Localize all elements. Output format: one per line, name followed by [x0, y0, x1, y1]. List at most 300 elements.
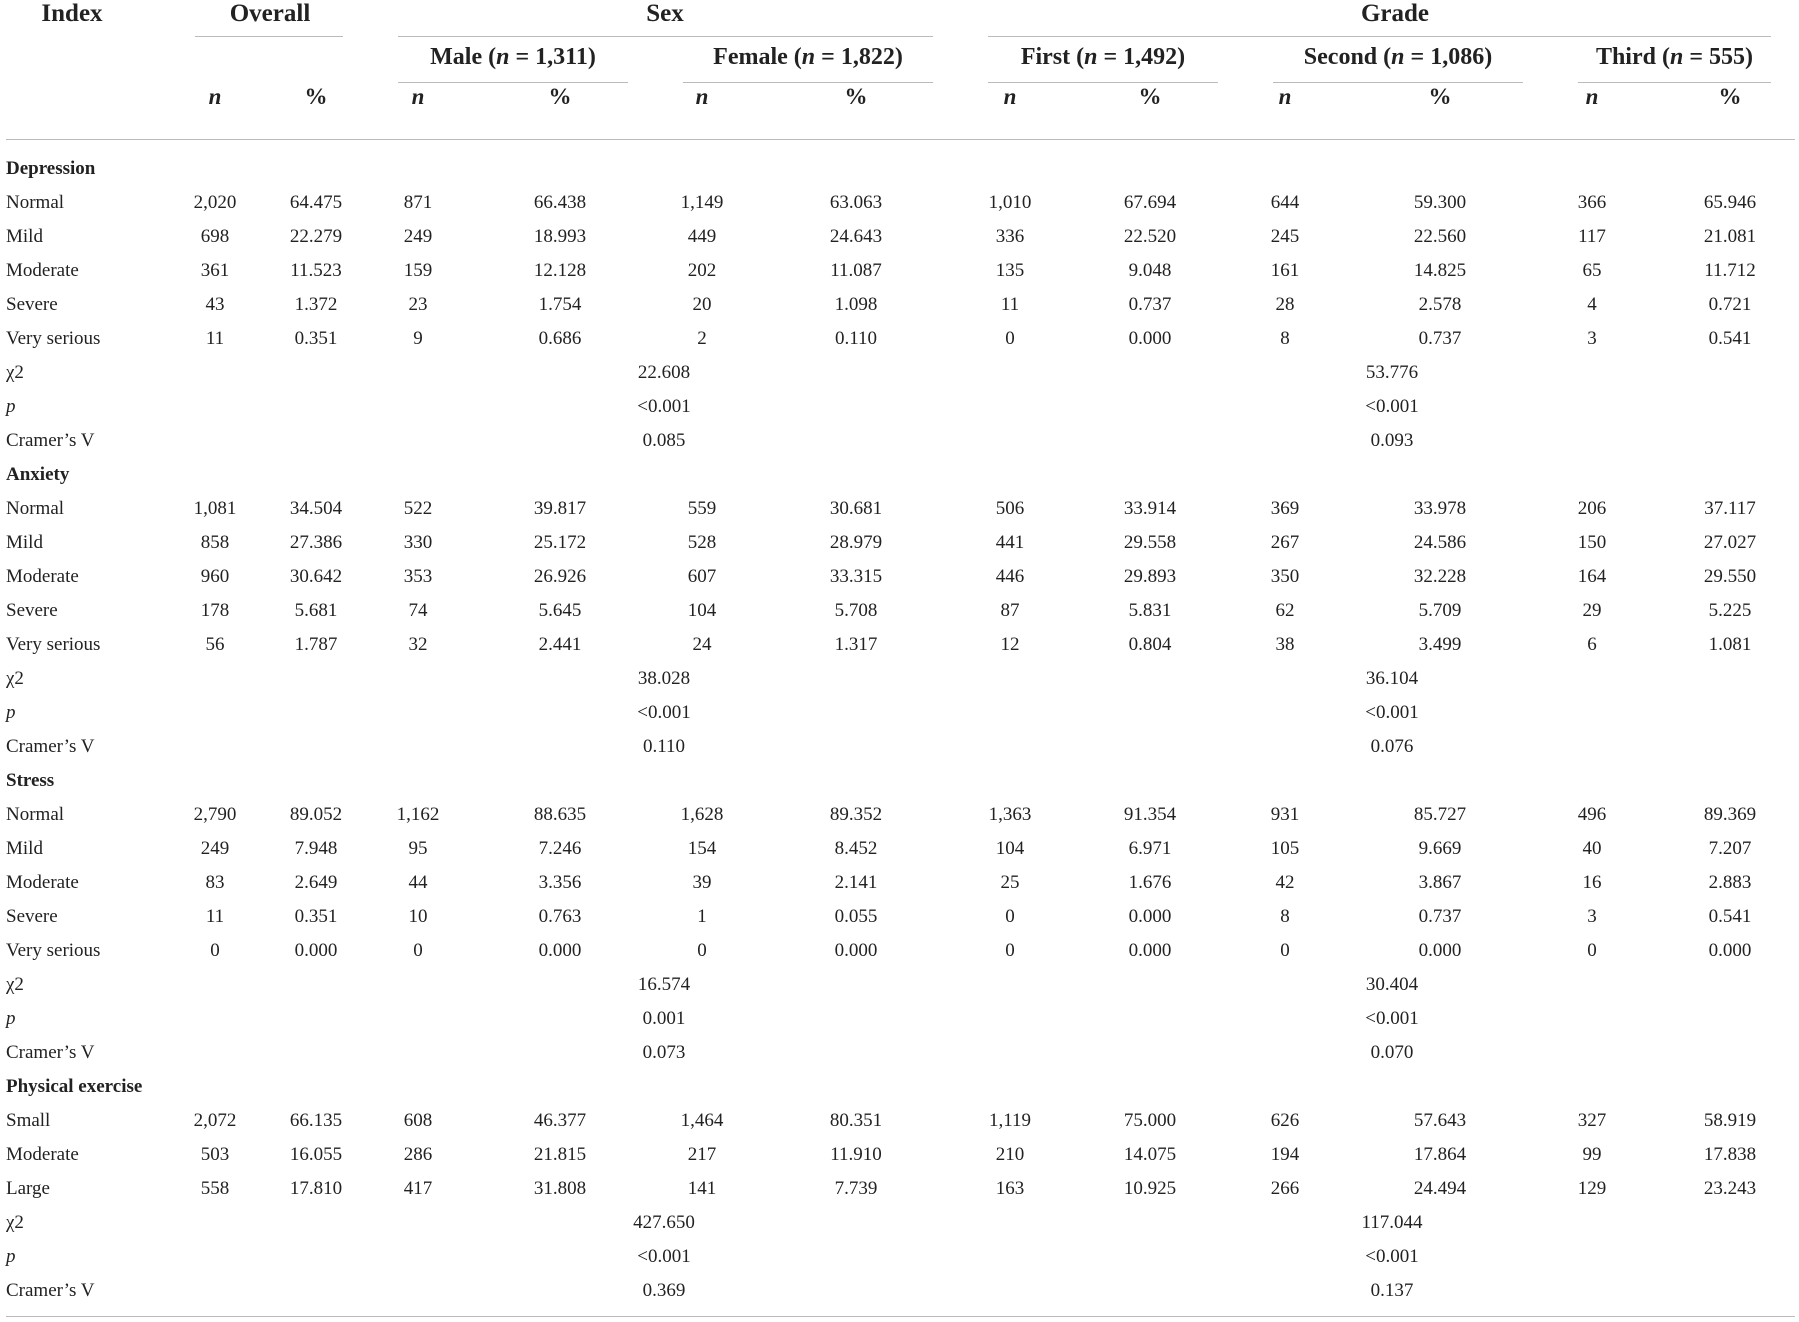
cell-percent: 89.052: [289, 804, 343, 825]
cell-n: 2,072: [193, 1110, 237, 1131]
percent-column-header: %: [1138, 84, 1162, 109]
cell-percent: 0.055: [834, 906, 878, 927]
percent-column-header: %: [1718, 84, 1742, 109]
cell-percent: 28.979: [829, 532, 883, 553]
cell-percent: 59.300: [1413, 192, 1467, 213]
table-row: [0, 526, 1799, 560]
group-name: Male: [430, 44, 483, 70]
cell-n: 117: [1578, 226, 1606, 247]
cell-n: 1,010: [988, 192, 1032, 213]
cell-percent: 5.681: [294, 600, 338, 621]
table-row: [0, 628, 1799, 662]
cell-n: 11: [1000, 294, 1020, 315]
equals-space: =: [815, 44, 841, 70]
cell-percent: 5.709: [1418, 600, 1462, 621]
cell-n: 11: [205, 906, 225, 927]
table-row: [0, 186, 1799, 220]
cell-n: 83: [205, 872, 225, 893]
grade-stat-value: 36.104: [1365, 668, 1419, 689]
cell-percent: 0.000: [834, 940, 878, 961]
n-column-header: n: [695, 84, 709, 109]
cell-percent: 3.499: [1418, 634, 1462, 655]
cell-n: 503: [200, 1144, 230, 1165]
table-row: [0, 900, 1799, 934]
cell-percent: 9.669: [1418, 838, 1462, 859]
cell-n: 29: [1582, 600, 1602, 621]
cell-percent: 9.048: [1128, 260, 1172, 281]
sex-stat-value: 0.085: [642, 430, 686, 451]
cell-percent: 29.558: [1123, 532, 1177, 553]
cell-percent: 0.351: [294, 328, 338, 349]
percent-column-header: %: [548, 84, 572, 109]
cell-n: 369: [1270, 498, 1300, 519]
cell-percent: 0.686: [538, 328, 582, 349]
group-header-first: [988, 44, 1218, 71]
n-column-header: n: [1278, 84, 1292, 109]
cell-percent: 0.541: [1708, 906, 1752, 927]
row-label: Moderate: [6, 872, 79, 893]
cell-percent: 0.737: [1418, 906, 1462, 927]
cell-n: 3: [1587, 328, 1597, 349]
cell-n: 2: [697, 328, 707, 349]
cell-n: 210: [995, 1144, 1025, 1165]
paren-open: (: [1070, 44, 1085, 70]
paren-open: (: [787, 44, 802, 70]
table-row: [0, 220, 1799, 254]
cell-percent: 89.352: [829, 804, 883, 825]
cell-percent: 27.027: [1703, 532, 1757, 553]
cell-percent: 18.993: [533, 226, 587, 247]
stat-label: χ2: [6, 668, 24, 689]
cell-n: 0: [413, 940, 423, 961]
cell-n: 32: [408, 634, 428, 655]
paren-open: (: [482, 44, 497, 70]
cell-n: 267: [1270, 532, 1300, 553]
cell-percent: 0.000: [294, 940, 338, 961]
row-label: Mild: [6, 532, 43, 553]
cell-n: 163: [995, 1178, 1025, 1199]
cell-percent: 17.838: [1703, 1144, 1757, 1165]
cell-percent: 2.578: [1418, 294, 1462, 315]
cell-n: 1,363: [988, 804, 1032, 825]
cell-percent: 37.117: [1704, 498, 1756, 519]
stat-row: [0, 1002, 1799, 1036]
cell-percent: 64.475: [289, 192, 343, 213]
cell-percent: 1.787: [294, 634, 338, 655]
cell-n: 12: [1000, 634, 1020, 655]
cell-n: 150: [1577, 532, 1607, 553]
grade-stat-value: 0.070: [1370, 1042, 1414, 1063]
row-label: Very serious: [6, 328, 101, 349]
cell-n: 0: [1005, 940, 1015, 961]
cell-percent: 32.228: [1413, 566, 1467, 587]
cell-n: 559: [687, 498, 717, 519]
cell-n: 558: [200, 1178, 230, 1199]
bottom-rule: [6, 1316, 1795, 1317]
cell-percent: 2.883: [1708, 872, 1752, 893]
cell-n: 164: [1577, 566, 1607, 587]
cell-n: 522: [403, 498, 433, 519]
cell-n: 330: [403, 532, 433, 553]
stat-row: [0, 662, 1799, 696]
sex-stat-value: 16.574: [637, 974, 691, 995]
cell-n: 159: [403, 260, 433, 281]
cell-percent: 5.708: [834, 600, 878, 621]
percent-column-header: %: [1428, 84, 1452, 109]
n-symbol: n: [496, 44, 510, 70]
stat-label: p: [6, 396, 16, 417]
stat-row: [0, 1274, 1799, 1308]
cell-percent: 26.926: [533, 566, 587, 587]
group-count: 1,311): [535, 44, 596, 70]
table-row: [0, 1172, 1799, 1206]
cell-percent: 1.372: [294, 294, 338, 315]
cell-percent: 1.317: [834, 634, 878, 655]
cell-percent: 80.351: [829, 1110, 883, 1131]
cell-percent: 0.000: [1128, 906, 1172, 927]
cell-percent: 0.541: [1708, 328, 1752, 349]
cell-n: 698: [200, 226, 230, 247]
cell-percent: 66.438: [533, 192, 587, 213]
n-symbol: n: [801, 44, 816, 70]
cell-percent: 31.808: [533, 1178, 587, 1199]
percent-column-header: %: [304, 84, 328, 109]
sex-underline: [398, 36, 933, 37]
index-header: Index: [41, 0, 103, 27]
cell-n: 65: [1582, 260, 1602, 281]
cell-percent: 29.550: [1703, 566, 1757, 587]
cell-n: 858: [200, 532, 230, 553]
stat-label: p: [6, 1246, 16, 1267]
male-underline: [398, 82, 628, 83]
sex-stat-value: 22.608: [637, 362, 691, 383]
cell-n: 1: [697, 906, 707, 927]
cell-percent: 85.727: [1413, 804, 1467, 825]
row-label: Normal: [6, 804, 65, 825]
cell-percent: 1.098: [834, 294, 878, 315]
cell-n: 496: [1577, 804, 1607, 825]
row-label: Normal: [6, 192, 65, 213]
cell-percent: 57.643: [1413, 1110, 1467, 1131]
n-column-header: n: [208, 84, 222, 109]
n-symbol: n: [1391, 44, 1405, 70]
cell-percent: 29.893: [1123, 566, 1177, 587]
table-row: [0, 322, 1799, 356]
overall-underline: [195, 36, 343, 37]
sex-stat-value: 0.001: [642, 1008, 686, 1029]
row-label: Large: [6, 1178, 50, 1199]
table-row: [0, 832, 1799, 866]
cell-percent: 46.377: [533, 1110, 587, 1131]
cell-n: 249: [200, 838, 230, 859]
cell-n: 361: [200, 260, 230, 281]
cell-n: 446: [995, 566, 1025, 587]
cell-percent: 0.737: [1128, 294, 1172, 315]
cell-percent: 3.356: [538, 872, 582, 893]
female-underline: [683, 82, 933, 83]
cell-percent: 30.681: [829, 498, 883, 519]
n-column-header: n: [1003, 84, 1017, 109]
cell-percent: 7.739: [834, 1178, 878, 1199]
cell-n: 38: [1275, 634, 1295, 655]
table-row: [0, 866, 1799, 900]
n-column-header: n: [1585, 84, 1599, 109]
stat-row: [0, 356, 1799, 390]
cell-n: 0: [1587, 940, 1597, 961]
cell-percent: 21.081: [1703, 226, 1757, 247]
cell-n: 28: [1275, 294, 1295, 315]
group-header-female: [683, 44, 933, 71]
row-label: Normal: [6, 498, 65, 519]
row-label: Moderate: [6, 566, 79, 587]
cell-n: 449: [687, 226, 717, 247]
cell-percent: 34.504: [289, 498, 343, 519]
equals-space: =: [1683, 44, 1710, 70]
cell-percent: 5.645: [538, 600, 582, 621]
grade-stat-value: <0.001: [1365, 396, 1419, 417]
cell-percent: 11.523: [290, 260, 342, 281]
cell-n: 960: [200, 566, 230, 587]
cell-n: 1,628: [680, 804, 724, 825]
grade-stat-value: 30.404: [1365, 974, 1419, 995]
cell-n: 249: [403, 226, 433, 247]
cell-n: 506: [995, 498, 1025, 519]
section-title: Anxiety: [6, 464, 70, 485]
cell-n: 1,149: [680, 192, 724, 213]
cell-n: 350: [1270, 566, 1300, 587]
row-label: Moderate: [6, 1144, 79, 1165]
group-header-male: [398, 44, 628, 71]
cell-n: 11: [205, 328, 225, 349]
cell-percent: 58.919: [1703, 1110, 1757, 1131]
cell-n: 20: [692, 294, 712, 315]
row-label: Very serious: [6, 940, 101, 961]
cell-percent: 0.000: [1418, 940, 1462, 961]
stat-label: p: [6, 702, 16, 723]
cell-n: 327: [1577, 1110, 1607, 1131]
table-row: [0, 934, 1799, 968]
cell-percent: 65.946: [1703, 192, 1757, 213]
cell-n: 25: [1000, 872, 1020, 893]
cell-percent: 6.971: [1128, 838, 1172, 859]
stat-label: Cramer’s V: [6, 1042, 95, 1063]
cell-n: 607: [687, 566, 717, 587]
cell-n: 154: [687, 838, 717, 859]
section-title: Depression: [6, 158, 96, 179]
cell-n: 62: [1275, 600, 1295, 621]
n-column-header: n: [411, 84, 425, 109]
cell-n: 0: [210, 940, 220, 961]
cell-n: 87: [1000, 600, 1020, 621]
cell-n: 1,081: [193, 498, 237, 519]
cell-percent: 88.635: [533, 804, 587, 825]
stat-label: χ2: [6, 974, 24, 995]
grade-stat-value: 0.093: [1370, 430, 1414, 451]
cell-n: 3: [1587, 906, 1597, 927]
paren-open: (: [1655, 44, 1670, 70]
cell-percent: 30.642: [289, 566, 343, 587]
cell-percent: 7.207: [1708, 838, 1752, 859]
cell-percent: 23.243: [1703, 1178, 1757, 1199]
cell-percent: 11.910: [830, 1144, 882, 1165]
cell-n: 44: [408, 872, 428, 893]
sex-stat-value: <0.001: [637, 1246, 691, 1267]
cell-percent: 33.914: [1123, 498, 1177, 519]
paren-open: (: [1377, 44, 1392, 70]
table-row: [0, 594, 1799, 628]
cell-n: 104: [995, 838, 1025, 859]
grade-stat-value: 0.076: [1370, 736, 1414, 757]
cell-n: 202: [687, 260, 717, 281]
table-row: [0, 288, 1799, 322]
stat-label: Cramer’s V: [6, 430, 95, 451]
cell-percent: 7.948: [294, 838, 338, 859]
percent-column-header: %: [844, 84, 868, 109]
cell-n: 353: [403, 566, 433, 587]
cell-percent: 89.369: [1703, 804, 1757, 825]
cell-n: 626: [1270, 1110, 1300, 1131]
cell-n: 9: [413, 328, 423, 349]
sex-stat-value: <0.001: [637, 396, 691, 417]
row-label: Severe: [6, 600, 58, 621]
group-count: 1,492): [1123, 44, 1186, 70]
cell-n: 441: [995, 532, 1025, 553]
row-label: Moderate: [6, 260, 79, 281]
cell-percent: 8.452: [834, 838, 878, 859]
cell-percent: 0.000: [538, 940, 582, 961]
grade-stat-value: <0.001: [1365, 1008, 1419, 1029]
n-symbol: n: [1084, 44, 1098, 70]
cell-n: 2,020: [193, 192, 237, 213]
cell-percent: 5.831: [1128, 600, 1172, 621]
cell-n: 95: [408, 838, 428, 859]
cell-percent: 12.128: [533, 260, 587, 281]
cell-n: 42: [1275, 872, 1295, 893]
cell-percent: 11.087: [830, 260, 882, 281]
cell-percent: 25.172: [533, 532, 587, 553]
group-name: Third: [1595, 44, 1656, 70]
cell-n: 0: [1005, 328, 1015, 349]
cell-percent: 75.000: [1123, 1110, 1177, 1131]
cell-percent: 14.825: [1413, 260, 1467, 281]
stat-row: [0, 424, 1799, 458]
cell-percent: 33.978: [1413, 498, 1467, 519]
cell-n: 366: [1577, 192, 1607, 213]
cell-percent: 2.441: [538, 634, 582, 655]
row-label: Severe: [6, 906, 58, 927]
cell-n: 0: [697, 940, 707, 961]
sex-stat-value: 38.028: [637, 668, 691, 689]
cell-n: 4: [1587, 294, 1597, 315]
grade-stat-value: 0.137: [1370, 1280, 1414, 1301]
group-count: 1,822): [840, 44, 903, 70]
cell-percent: 24.494: [1413, 1178, 1467, 1199]
grade-stat-value: <0.001: [1365, 702, 1419, 723]
cell-percent: 22.520: [1123, 226, 1177, 247]
cell-n: 194: [1270, 1144, 1300, 1165]
cell-percent: 1.676: [1128, 872, 1172, 893]
stat-label: χ2: [6, 1212, 24, 1233]
cell-n: 40: [1582, 838, 1602, 859]
cell-percent: 17.864: [1413, 1144, 1467, 1165]
equals-space: =: [1097, 44, 1124, 70]
cell-n: 871: [403, 192, 433, 213]
sex-stat-value: 427.650: [633, 1212, 695, 1233]
cell-n: 2,790: [193, 804, 237, 825]
cell-percent: 11.712: [1704, 260, 1756, 281]
row-label: Mild: [6, 226, 43, 247]
cell-percent: 0.351: [294, 906, 338, 927]
row-label: Mild: [6, 838, 43, 859]
cell-percent: 2.141: [834, 872, 878, 893]
row-label: Small: [6, 1110, 51, 1131]
cell-n: 74: [408, 600, 428, 621]
cell-n: 23: [408, 294, 428, 315]
table-row: [0, 1104, 1799, 1138]
cell-percent: 16.055: [289, 1144, 343, 1165]
table-row: [0, 492, 1799, 526]
stat-row: [0, 390, 1799, 424]
cell-percent: 1.081: [1708, 634, 1752, 655]
section-heading: [0, 152, 1799, 186]
cell-percent: 0.000: [1128, 940, 1172, 961]
group-count: 555): [1709, 44, 1754, 70]
row-label: Severe: [6, 294, 58, 315]
cell-n: 336: [995, 226, 1025, 247]
stat-row: [0, 1240, 1799, 1274]
group-name: Female: [713, 44, 788, 70]
sex-stat-value: 0.110: [642, 736, 686, 757]
cell-percent: 3.867: [1418, 872, 1462, 893]
cell-n: 24: [692, 634, 712, 655]
stat-label: Cramer’s V: [6, 1280, 95, 1301]
cell-percent: 24.586: [1413, 532, 1467, 553]
cell-n: 104: [687, 600, 717, 621]
cell-n: 1,119: [988, 1110, 1032, 1131]
grade-stat-value: 53.776: [1365, 362, 1419, 383]
grade-header: Grade: [1360, 0, 1430, 27]
header-rule: [6, 139, 1795, 140]
cell-percent: 91.354: [1123, 804, 1177, 825]
cell-n: 161: [1270, 260, 1300, 281]
cell-percent: 21.815: [533, 1144, 587, 1165]
cell-percent: 0.763: [538, 906, 582, 927]
cell-n: 43: [205, 294, 225, 315]
cell-percent: 5.225: [1708, 600, 1752, 621]
table-row: [0, 560, 1799, 594]
first-underline: [988, 82, 1218, 83]
cell-n: 141: [687, 1178, 717, 1199]
grade-stat-value: <0.001: [1365, 1246, 1419, 1267]
group-header-second: [1273, 44, 1523, 71]
cell-n: 266: [1270, 1178, 1300, 1199]
stat-label: χ2: [6, 362, 24, 383]
cell-percent: 0.721: [1708, 294, 1752, 315]
sex-stat-value: <0.001: [637, 702, 691, 723]
table-row: [0, 1138, 1799, 1172]
group-name: Second: [1303, 44, 1378, 70]
equals-space: =: [509, 44, 536, 70]
cell-percent: 0.000: [1128, 328, 1172, 349]
stat-row: [0, 968, 1799, 1002]
table-row: [0, 254, 1799, 288]
cell-percent: 39.817: [533, 498, 587, 519]
cell-n: 8: [1280, 906, 1290, 927]
cell-n: 1,162: [396, 804, 440, 825]
stat-row: [0, 1036, 1799, 1070]
cell-percent: 0.000: [1708, 940, 1752, 961]
cell-percent: 66.135: [289, 1110, 343, 1131]
